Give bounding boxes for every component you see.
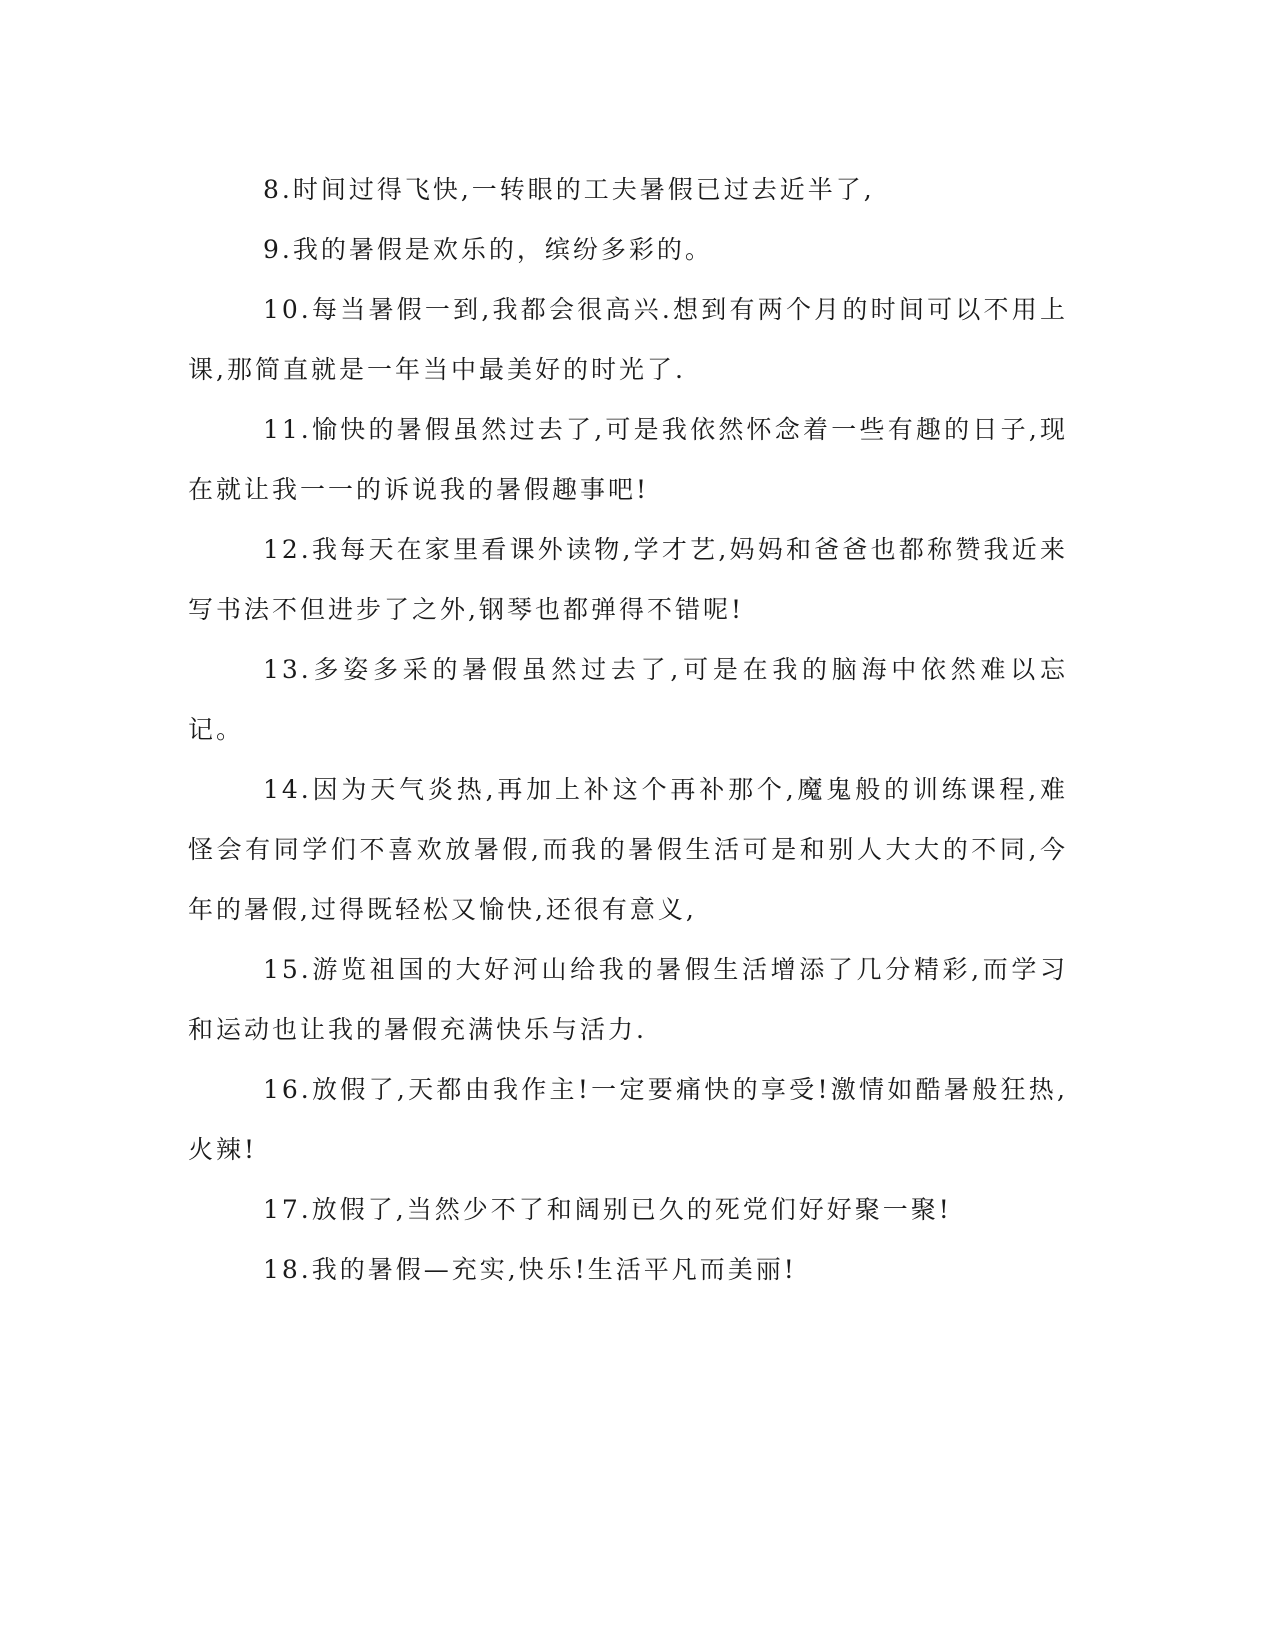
paragraph-12: 12.我每天在家里看课外读物,学才艺,妈妈和爸爸也都称赞我近来写书法不但进步了之外,钢琴也都弹得不错呢! [188, 535, 1068, 624]
paragraph-17: 17.放假了,当然少不了和阔别已久的死党们好好聚一聚! [263, 1195, 952, 1224]
paragraph-10: 10.每当暑假一到,我都会很高兴.想到有两个月的时间可以不用上课,那简直就是一年当中最美好的时光了. [188, 295, 1068, 384]
paragraph-18: 18.我的暑假—充实,快乐!生活平凡而美丽! [263, 1255, 797, 1284]
paragraph-14: 14.因为天气炎热,再加上补这个再补那个,魔鬼般的训练课程,难怪会有同学们不喜欢放暑假,而我的暑假生活可是和别人大大的不同,今年的暑假,过得既轻松又愉快,还很有意义, [188, 775, 1068, 924]
paragraph-16: 16.放假了,天都由我作主!一定要痛快的享受!激情如酷暑般狂热,火辣! [188, 1075, 1068, 1164]
paragraph-9: 9.我的暑假是欢乐的，缤纷多彩的。 [263, 235, 713, 264]
paragraph-11: 11.愉快的暑假虽然过去了,可是我依然怀念着一些有趣的日子,现在就让我一一的诉说我的暑假趣事吧! [188, 415, 1068, 504]
paragraph-13: 13.多姿多采的暑假虽然过去了,可是在我的脑海中依然难以忘记。 [188, 655, 1068, 744]
paragraph-15: 15.游览祖国的大好河山给我的暑假生活增添了几分精彩,而学习和运动也让我的暑假充满快乐与活力. [188, 955, 1068, 1044]
paragraph-8: 8.时间过得飞快,一转眼的工夫暑假已过去近半了, [263, 175, 875, 204]
document-body [188, 160, 1068, 1300]
